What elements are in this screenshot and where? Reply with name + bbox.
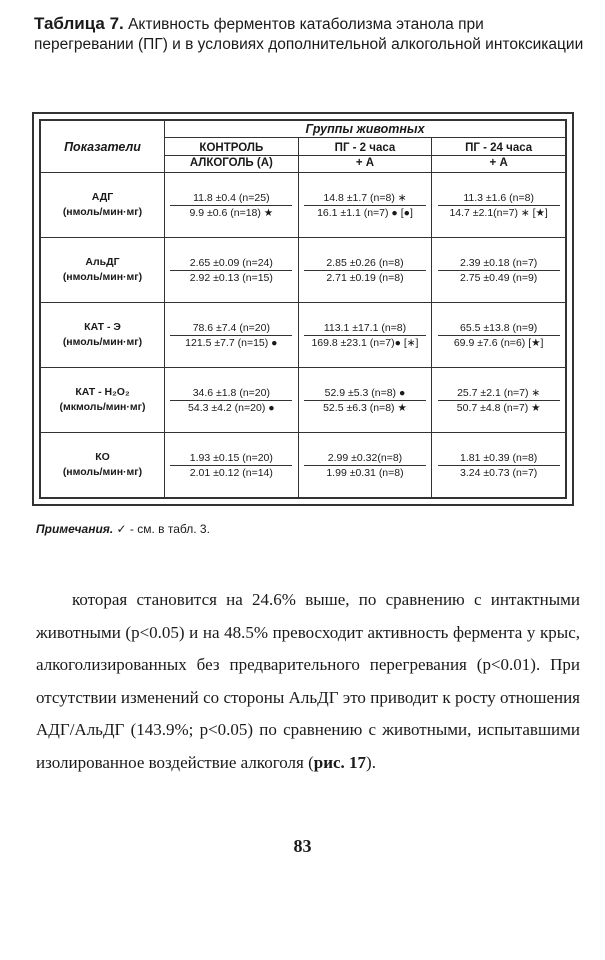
table-row	[41, 173, 566, 238]
column-header: ПГ - 2 часа + А	[298, 138, 432, 173]
column-header: КОНТРОЛЬ АЛКОГОЛЬ (А)	[165, 138, 299, 173]
row-label: КАТ - Э (нмоль/мин·мг)	[41, 303, 165, 368]
table-cell: 52.9 ±5.3 (n=8) ● 52.5 ±6.3 (n=8) ★	[298, 368, 432, 433]
caption-text: Активность ферментов катаболизма этанола при перегревании (ПГ) и в условиях дополнительной алкогольной интоксикации	[34, 16, 584, 53]
figure-reference: рис. 17	[313, 752, 367, 772]
table-cell: 65.5 ±13.8 (n=9) 69.9 ±7.6 (n=6) [★]	[432, 303, 566, 368]
row-label: КАТ - H₂O₂ (мкмоль/мин·мг)	[41, 368, 165, 433]
table-row	[41, 368, 566, 433]
table-cell: 11.8 ±0.4 (n=25) 9.9 ±0.6 (n=18) ★	[165, 173, 299, 238]
table-cell: 34.6 ±1.8 (n=20) 54.3 ±4.2 (n=20) ●	[165, 368, 299, 433]
table-cell: 2.65 ±0.09 (n=24) 2.92 ±0.13 (n=15)	[165, 238, 299, 303]
table-row	[41, 238, 566, 303]
row-label: АДГ (нмоль/мин·мг)	[41, 173, 165, 238]
table-note	[36, 522, 210, 536]
table-cell: 1.81 ±0.39 (n=8) 3.24 ±0.73 (n=7)	[432, 433, 566, 498]
row-label: АльДГ (нмоль/мин·мг)	[41, 238, 165, 303]
caption-label: Таблица 7.	[34, 14, 124, 33]
table-cell: 14.8 ±1.7 (n=8) ∗ 16.1 ±1.1 (n=7) ● [●]	[298, 173, 432, 238]
param-header: Показатели	[41, 121, 165, 173]
data-table-frame	[32, 112, 574, 506]
table-cell: 2.85 ±0.26 (n=8) 2.71 ±0.19 (n=8)	[298, 238, 432, 303]
note-text: ✓ - см. в табл. 3.	[113, 522, 210, 536]
table-cell: 2.39 ±0.18 (n=7) 2.75 ±0.49 (n=9)	[432, 238, 566, 303]
table-row	[41, 433, 566, 498]
table-caption	[34, 14, 586, 55]
table-cell: 78.6 ±7.4 (n=20) 121.5 ±7.7 (n=15) ●	[165, 303, 299, 368]
enzyme-activity-table	[40, 120, 566, 498]
table-cell: 11.3 ±1.6 (n=8) 14.7 ±2.1(n=7) ∗ [★]	[432, 173, 566, 238]
note-label: Примечания.	[36, 522, 114, 536]
table-cell: 113.1 ±17.1 (n=8) 169.8 ±23.1 (n=7)● [∗]	[298, 303, 432, 368]
groups-header: Группы животных	[165, 121, 566, 138]
column-header: ПГ - 24 часа + А	[432, 138, 566, 173]
table-cell: 1.93 ±0.15 (n=20) 2.01 ±0.12 (n=14)	[165, 433, 299, 498]
page-number: 83	[293, 836, 312, 856]
body-paragraph: которая становится на 24.6% выше, по сравнению с интактными животными (p<0.05) и на 48.5% превосходит активность фермента у крыс, алкоголизированных без предварительного перегревания (p<0.01). При отсутствии изменений со стороны АльДГ это приводит к росту отношения АДГ/АльДГ (143.9%; p<0.05) по сравнению с животными, испытавшими изолированное воздействие алкоголя (рис. 17).	[36, 590, 580, 772]
table-cell: 2.99 ±0.32(n=8) 1.99 ±0.31 (n=8)	[298, 433, 432, 498]
table-cell: 25.7 ±2.1 (n=7) ∗ 50.7 ±4.8 (n=7) ★	[432, 368, 566, 433]
row-label: КО (нмоль/мин·мг)	[41, 433, 165, 498]
table-row	[41, 303, 566, 368]
